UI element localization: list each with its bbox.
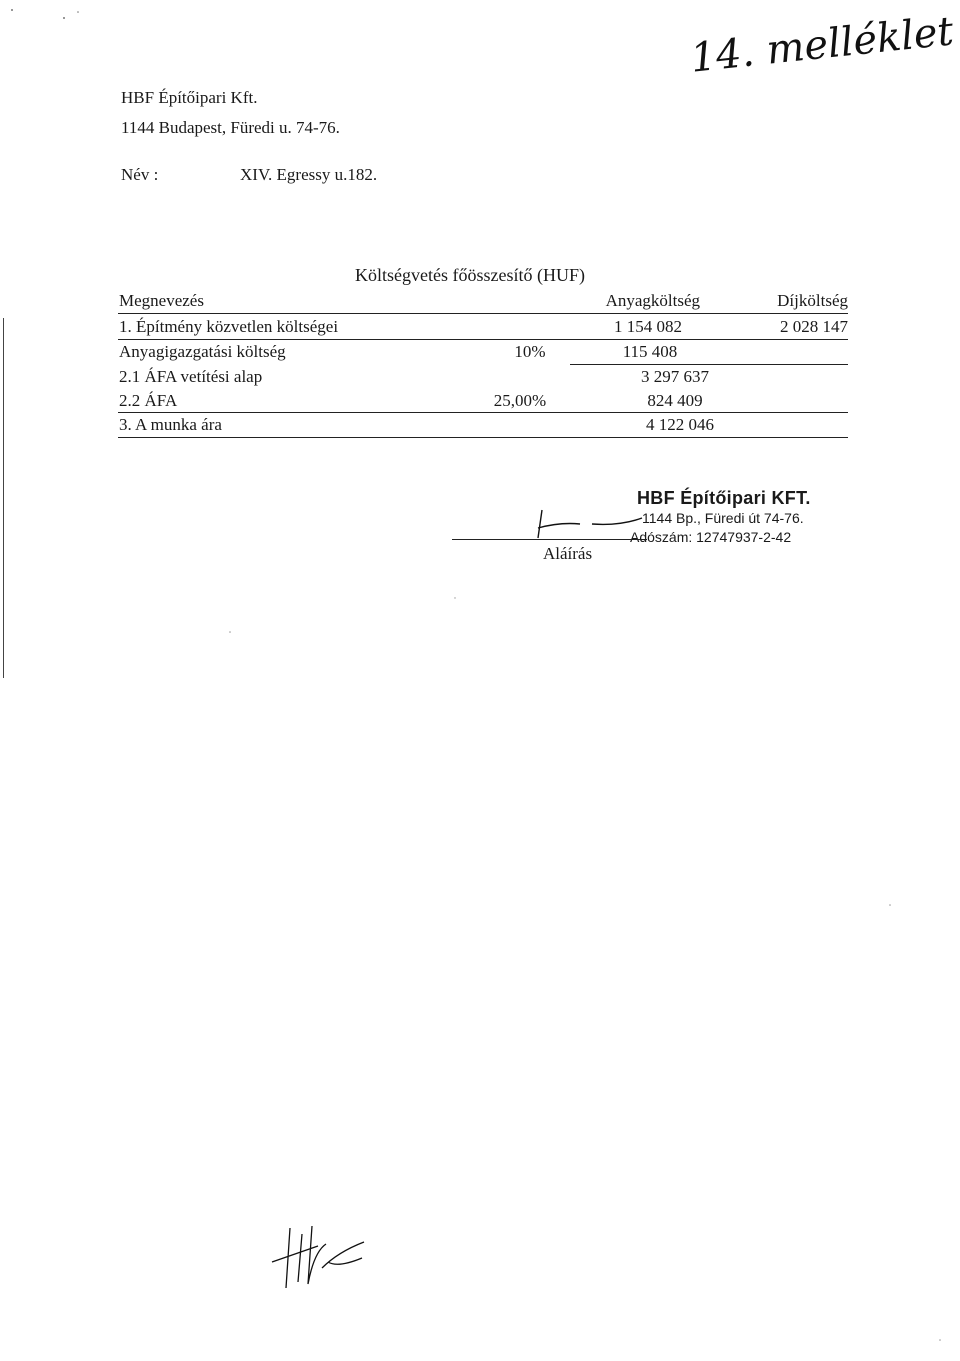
row-rate: 25,00%: [493, 391, 547, 410]
row-name: 1. Építmény közvetlen költségei: [119, 317, 339, 336]
project-value: XIV. Egressy u.182.: [240, 165, 378, 184]
row-material: 4 122 046: [646, 415, 714, 434]
row-rule: [118, 339, 848, 340]
initials-signature: [268, 1222, 378, 1292]
header-fee: Díjköltség: [777, 291, 848, 310]
total-rule: [118, 437, 848, 438]
company-address: 1144 Budapest, Füredi u. 74-76.: [121, 118, 340, 137]
row-name: 2.2 ÁFA: [119, 391, 178, 410]
header-name: Megnevezés: [119, 291, 204, 310]
left-margin-line: [3, 318, 4, 678]
row-rule: [118, 412, 848, 413]
row-fee: 2 028 147: [780, 317, 848, 336]
company-name: HBF Építőipari Kft.: [121, 88, 258, 107]
signature-mark: [530, 508, 660, 548]
stamp-company: HBF Építőipari KFT.: [637, 488, 811, 508]
project-label: Név :: [121, 165, 159, 184]
row-name: 2.1 ÁFA vetítési alap: [119, 367, 263, 386]
row-name: Anyagigazgatási költség: [119, 342, 286, 361]
signature-label: Aláírás: [543, 544, 593, 563]
header-rule: [118, 313, 848, 314]
header-material: Anyagköltség: [605, 291, 700, 310]
row-material: 1 154 082: [614, 317, 682, 336]
stamp-tax: Adószám: 12747937-2-42: [630, 529, 792, 545]
annex-handwritten-label: 14. melléklet: [688, 8, 956, 82]
summary-title: Költségvetés főösszesítő (HUF): [355, 265, 585, 285]
row-material: 115 408: [622, 342, 678, 361]
row-rule: [570, 364, 848, 365]
stamp-address: 1144 Bp., Füredi út 74-76.: [642, 510, 804, 526]
row-name: 3. A munka ára: [119, 415, 222, 434]
row-material: 824 409: [647, 391, 703, 410]
row-material: 3 297 637: [641, 367, 709, 386]
row-rate: 10%: [514, 342, 546, 361]
